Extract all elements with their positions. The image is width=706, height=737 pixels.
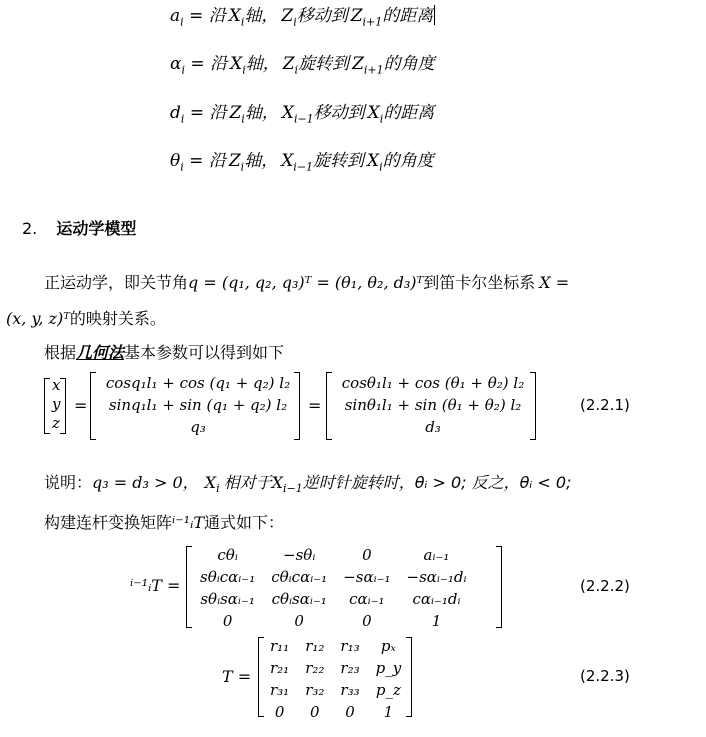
para2-text-a: 根据 <box>44 343 77 362</box>
matrix-row <box>262 701 409 723</box>
matrix-1 <box>100 372 296 438</box>
section-heading <box>22 216 136 239</box>
paragraph-geometry <box>44 342 284 364</box>
m1-row-2: sinq₁l₁ + sin (q₁ + q₂) l₂ <box>108 396 288 414</box>
dh-equals: = <box>184 103 210 123</box>
dh-symbol-sub: i <box>181 63 186 77</box>
matrix-cell: r₂₃ <box>340 659 360 677</box>
matrix-cell: cαᵢ₋₁dᵢ <box>412 590 461 608</box>
vec-z: z <box>52 414 60 432</box>
dh-axis-1-sub: i <box>240 15 245 29</box>
m2-bracket-right <box>530 372 536 440</box>
para1-text-a: 正运动学，即关节角 <box>44 273 189 292</box>
note-xi-1: X <box>271 473 283 492</box>
m1-bracket-left <box>90 372 96 440</box>
dh-axis-2: Z <box>281 6 294 26</box>
matrix-cell: aᵢ₋₁ <box>423 546 450 564</box>
dh-axis-1: Z <box>228 151 241 171</box>
dh-axis-3: Z <box>350 6 363 26</box>
m1-row-3: q₃ <box>190 418 206 436</box>
note-formula-q3: q₃ = d₃ > 0， <box>92 473 199 492</box>
dh-text-quantity: 的距离 <box>382 6 434 26</box>
matrix-cell: 1 <box>383 703 394 721</box>
eq3-lhs: T = <box>222 667 252 686</box>
matrix-cell: cθᵢsαᵢ₋₁ <box>271 590 327 608</box>
note-relative-to: 相对于 <box>223 473 272 492</box>
dh-text-quantity: 的角度 <box>382 151 434 171</box>
matrix-row <box>192 544 474 566</box>
dh-text-axis: 轴， <box>244 103 279 123</box>
note-xi-1-sub: i−1 <box>283 482 303 496</box>
para1-formula-q: q = (q₁, q₂, q₃)ᵀ = (θ₁, θ₂, d₃)ᵀ <box>188 273 424 292</box>
dh-axis-2-sub: i−1 <box>293 112 314 126</box>
dh-axis-3: Z <box>352 54 364 74</box>
paragraph-link-transform <box>44 512 284 534</box>
note-line <box>44 472 571 500</box>
matrix-cell: sθᵢcαᵢ₋₁ <box>200 568 256 586</box>
dh-axis-2-sub: i <box>294 63 299 77</box>
matrix-cell: pₓ <box>380 637 396 655</box>
m2-row-3: d₃ <box>425 418 441 436</box>
note-label: 说明： <box>44 473 93 492</box>
matrix-cell: r₃₁ <box>270 681 290 699</box>
matrix-cell: cθᵢcαᵢ₋₁ <box>271 568 328 586</box>
dh-axis-3-sub: i+1 <box>363 63 384 77</box>
m2-row-1: cosθ₁l₁ + cos (θ₁ + θ₂) l₂ <box>341 374 525 392</box>
dh-axis-1: Z <box>229 103 242 123</box>
matrix-cell: cαᵢ₋₁ <box>349 590 385 608</box>
eq2-lhs: ⁱ⁻¹ᵢT = <box>130 576 181 595</box>
dh-symbol: d <box>170 103 181 123</box>
dh-axis-3-sub: i+1 <box>362 15 383 29</box>
dh-text-along: 沿 <box>208 6 226 26</box>
dh-text-axis: 轴， <box>244 151 279 171</box>
equation-number-2-2-2: (2.2.2) <box>580 577 630 595</box>
para3-text-a: 构建连杆变换矩阵 <box>44 513 173 532</box>
dh-text-action: 旋转到 <box>298 54 350 74</box>
matrix-total-transform <box>262 635 409 723</box>
dh-axis-2: X <box>281 151 294 171</box>
m1-bracket-right <box>294 372 300 440</box>
matrix-cell: 0 <box>222 612 233 630</box>
note-rotation-text: 逆时针旋转时，θᵢ > 0; 反之，θᵢ < 0; <box>302 473 572 492</box>
para1-formula-xyz: (x, y, z)ᵀ <box>6 309 70 328</box>
dh-text-axis: 轴， <box>244 6 279 26</box>
eq3-bracket-right <box>406 637 412 717</box>
dh-text-action: 移动到 <box>296 6 348 26</box>
equation-number-2-2-1: (2.2.1) <box>580 396 630 414</box>
para3-formula-t: ⁱ⁻¹ᵢT <box>172 513 204 532</box>
section-title: 运动学模型 <box>56 219 137 238</box>
note-xi: X <box>204 473 217 492</box>
matrix-cell: 0 <box>362 546 372 564</box>
dh-text-along: 沿 <box>210 54 228 74</box>
dh-param-row <box>170 102 434 130</box>
eq2-bracket-right <box>496 546 502 628</box>
dh-param-row <box>170 53 435 81</box>
matrix-cell: r₁₁ <box>270 637 290 655</box>
matrix-cell: −sαᵢ₋₁dᵢ <box>406 568 467 586</box>
equals-1: = <box>74 396 88 415</box>
dh-symbol-sub: i <box>180 160 184 174</box>
dh-symbol-sub: i <box>180 112 185 126</box>
dh-param-row <box>170 150 434 178</box>
para1-text-c: 到笛卡尔坐标系 <box>423 273 536 292</box>
paragraph-forward-kinematics-cont <box>6 308 166 330</box>
m2-bracket-left <box>326 372 332 440</box>
dh-symbol-sub: i <box>180 15 184 29</box>
dh-text-action: 移动到 <box>313 103 365 123</box>
matrix-cell: p_y <box>375 659 402 677</box>
dh-text-axis: 轴， <box>245 54 280 74</box>
matrix-row <box>262 635 409 657</box>
dh-equals: = <box>185 54 211 74</box>
matrix-row <box>192 588 474 610</box>
equation-number-2-2-3: (2.2.3) <box>580 667 630 685</box>
equals-2: = <box>308 396 322 415</box>
matrix-row <box>262 679 409 701</box>
matrix-cell: 0 <box>294 612 304 630</box>
dh-equals: = <box>183 151 209 171</box>
matrix-cell: 0 <box>345 703 355 721</box>
matrix-cell: 1 <box>431 612 442 630</box>
matrix-row <box>192 610 474 632</box>
dh-axis-2-sub: i <box>293 15 297 29</box>
dh-axis-3: X <box>367 151 380 171</box>
dh-param-row <box>170 5 435 33</box>
matrix-cell: r₃₃ <box>340 681 360 699</box>
dh-symbol: α <box>170 54 182 74</box>
dh-text-action: 旋转到 <box>313 151 365 171</box>
dh-axis-1: X <box>228 6 241 26</box>
matrix-cell: sθᵢsαᵢ₋₁ <box>200 590 255 608</box>
matrix-cell: cθᵢ <box>217 546 238 564</box>
matrix-row <box>192 566 474 588</box>
matrix-cell: r₂₁ <box>270 659 290 677</box>
dh-axis-1-sub: i <box>241 112 245 126</box>
matrix-cell: p_z <box>375 681 401 699</box>
matrix-cell: −sαᵢ₋₁ <box>343 568 391 586</box>
section-number: 2. <box>22 219 38 238</box>
dh-text-along: 沿 <box>209 103 227 123</box>
dh-axis-3-sub: i <box>379 160 383 174</box>
dh-text-quantity: 的距离 <box>383 103 435 123</box>
matrix-row <box>262 657 409 679</box>
m2-row-2: sinθ₁l₁ + sin (θ₁ + θ₂) l₂ <box>344 396 522 414</box>
vec-bracket-right <box>60 378 66 434</box>
dh-symbol: θ <box>170 151 181 171</box>
dh-text-along: 沿 <box>208 151 226 171</box>
dh-text-quantity: 的角度 <box>383 54 435 74</box>
paragraph-forward-kinematics <box>44 272 569 294</box>
para2-text-b: 基本参数可以得到如下 <box>124 343 285 362</box>
vec-bracket-left <box>44 378 50 434</box>
matrix-cell: r₁₂ <box>305 637 325 655</box>
matrix-cell: 0 <box>362 612 372 630</box>
dh-symbol: a <box>170 6 181 26</box>
geometry-method-link[interactable]: 几何法 <box>76 343 125 362</box>
dh-equals: = <box>183 6 209 26</box>
matrix-cell: 0 <box>274 703 285 721</box>
dh-axis-2-sub: i−1 <box>293 160 314 174</box>
note-xi-sub: i <box>216 482 220 496</box>
vec-y: y <box>52 395 61 413</box>
dh-axis-1-sub: i <box>242 63 246 77</box>
matrix-cell: r₂₂ <box>305 659 325 677</box>
vec-x: x <box>52 376 61 394</box>
dh-axis-1: X <box>230 54 243 74</box>
matrix-cell: −sθᵢ <box>283 546 316 564</box>
dh-axis-2: Z <box>282 54 295 74</box>
m1-row-1: cosq₁l₁ + cos (q₁ + q₂) l₂ <box>105 374 291 392</box>
dh-axis-3: X <box>367 103 380 123</box>
matrix-cell: 0 <box>310 703 320 721</box>
para1-text-f: 的映射关系。 <box>69 309 166 328</box>
dh-axis-2: X <box>281 103 294 123</box>
text-cursor <box>434 5 435 25</box>
matrix-link-transform <box>192 544 474 632</box>
matrix-cell: r₃₂ <box>305 681 325 699</box>
dh-axis-3-sub: i <box>379 112 384 126</box>
para1-formula-x: X = <box>539 273 570 292</box>
dh-axis-1-sub: i <box>240 160 245 174</box>
matrix-cell: r₁₃ <box>340 637 360 655</box>
matrix-2 <box>334 372 532 438</box>
para3-text-c: 通式如下： <box>203 513 284 532</box>
